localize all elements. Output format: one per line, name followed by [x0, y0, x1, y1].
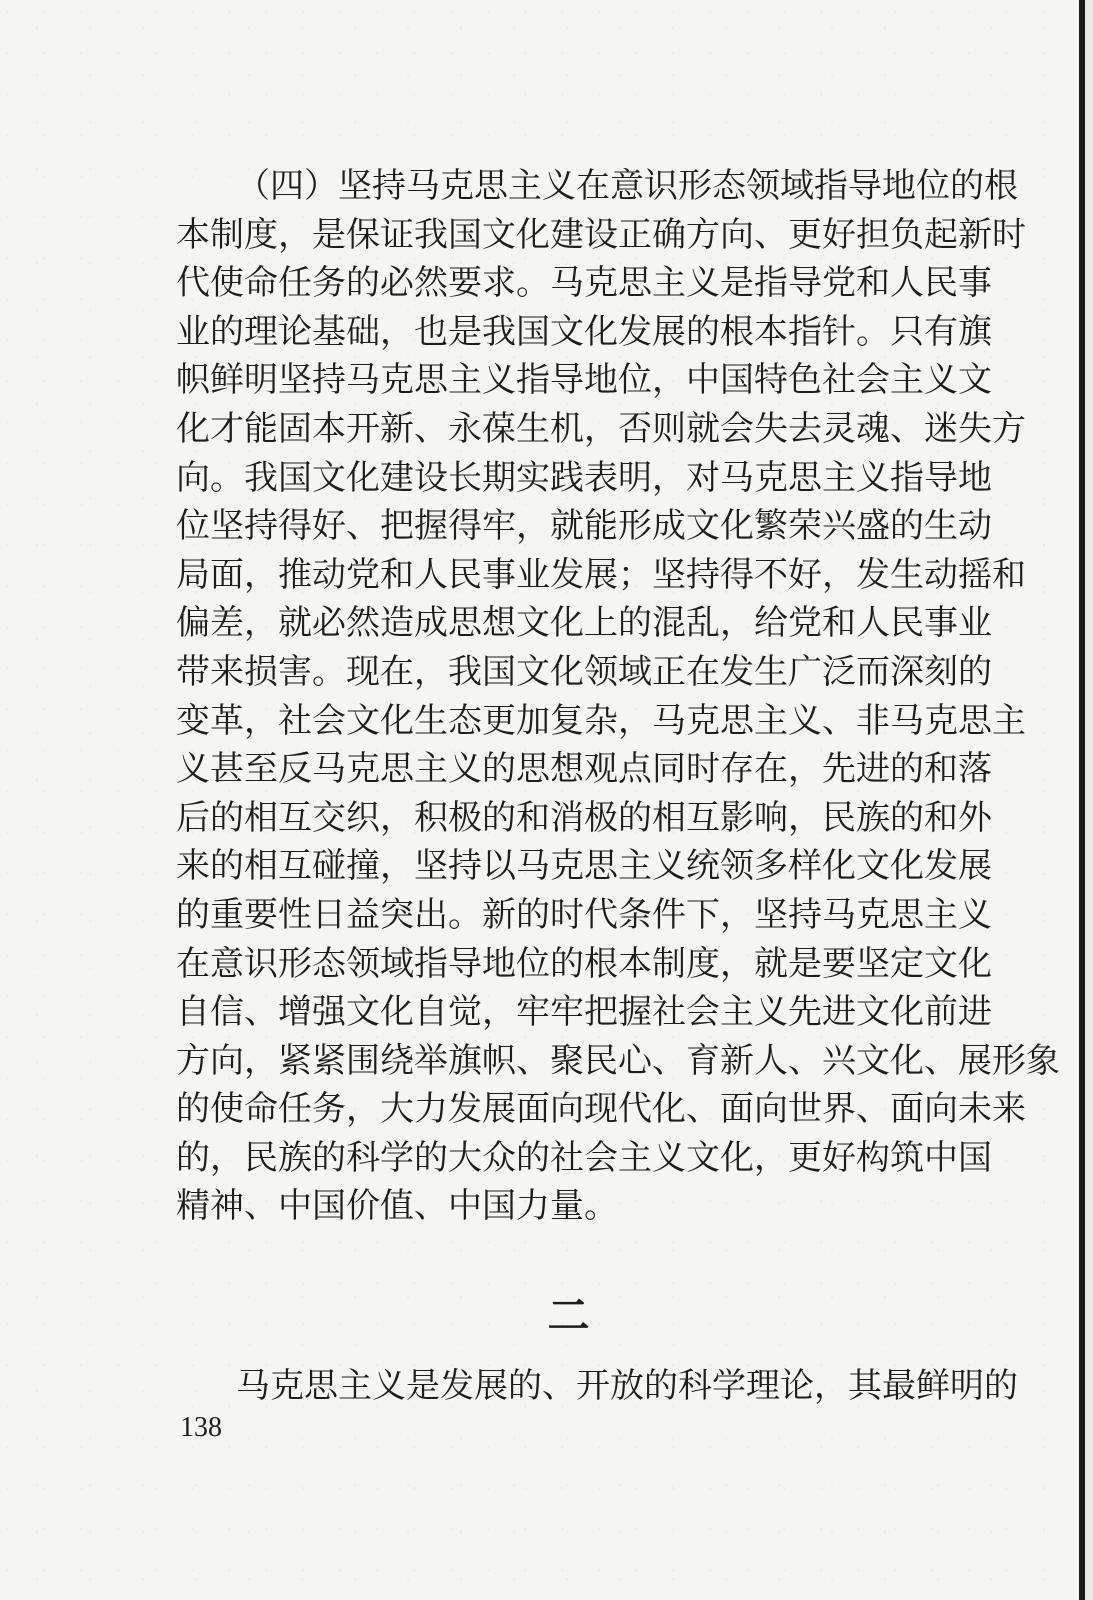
- paragraph-line: 后的相互交织，积极的和消极的相互影响，民族的和外: [176, 797, 992, 838]
- paragraph-line: 偏差，就必然造成思想文化上的混乱，给党和人民事业: [176, 603, 992, 644]
- paragraph-four: [176, 162, 1060, 1231]
- paragraph-line: 方向，紧紧围绕举旗帜、聚民心、育新人、兴文化、展形象: [176, 1040, 1060, 1081]
- paragraph-line: 的重要性日益突出。新的时代条件下，坚持马克思主义: [176, 894, 992, 935]
- paragraph-line: 变革，社会文化生态更加复杂，马克思主义、非马克思主: [176, 700, 1026, 741]
- paragraph-line: 帜鲜明坚持马克思主义指导地位，中国特色社会主义文: [176, 360, 992, 401]
- paragraph-line: 来的相互碰撞，坚持以马克思主义统领多样化文化发展: [176, 846, 992, 887]
- paragraph-line: 带来损害。现在，我国文化领域正在发生广泛而深刻的: [176, 651, 992, 692]
- page-number: 138: [180, 1412, 222, 1443]
- paragraph-line: 业的理论基础，也是我国文化发展的根本指针。只有旗: [176, 311, 992, 352]
- next-paragraph-first-line: 马克思主义是发展的、开放的科学理论，其最鲜明的: [236, 1366, 1018, 1406]
- paragraph-line: 本制度，是保证我国文化建设正确方向、更好担负起新时: [176, 214, 1026, 255]
- paragraph-line: 义甚至反马克思主义的思想观点同时存在，先进的和落: [176, 749, 992, 790]
- paragraph-line: 位坚持得好、把握得牢，就能形成文化繁荣兴盛的生动: [176, 506, 992, 547]
- paragraph-line: 自信、增强文化自觉，牢牢把握社会主义先进文化前进: [176, 992, 992, 1033]
- section-heading-text: 二: [547, 1291, 590, 1340]
- paragraph-line: 精神、中国价值、中国力量。: [176, 1186, 618, 1227]
- paragraph-line: 代使命任务的必然要求。马克思主义是指导党和人民事: [176, 263, 992, 304]
- paragraph-line: （四）坚持马克思主义在意识形态领域指导地位的根: [236, 166, 1018, 206]
- page-edge-border: [1079, 0, 1085, 1600]
- paragraph-line: 的使命任务，大力发展面向现代化、面向世界、面向未来: [176, 1089, 1026, 1130]
- page-edge-shadow: [1085, 0, 1093, 1600]
- paragraph-line: 化才能固本开新、永葆生机，否则就会失去灵魂、迷失方: [176, 408, 1026, 449]
- section-heading: [0, 1292, 1093, 1340]
- paragraph-line: 在意识形态领域指导地位的根本制度，就是要坚定文化: [176, 943, 992, 984]
- paragraph-line: 局面，推动党和人民事业发展；坚持得不好，发生动摇和: [176, 554, 1026, 595]
- paragraph-line: 的，民族的科学的大众的社会主义文化，更好构筑中国: [176, 1137, 992, 1178]
- paragraph-line: 向。我国文化建设长期实践表明，对马克思主义指导地: [176, 457, 992, 498]
